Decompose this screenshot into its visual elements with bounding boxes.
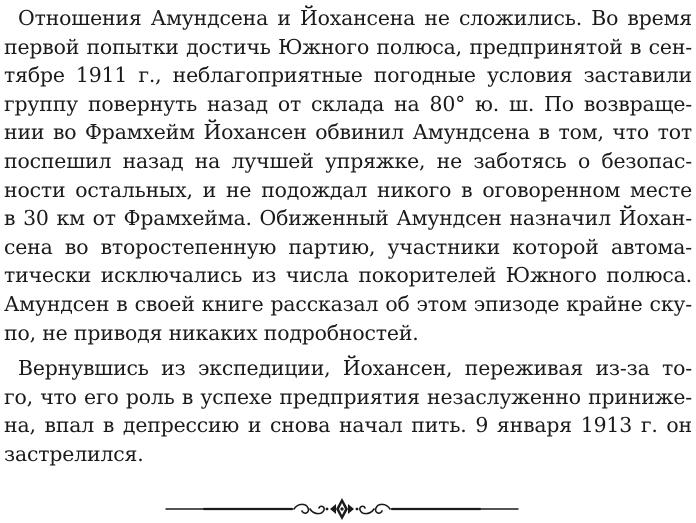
text-line: поспешил назад на лучшей упряжке, не заботясь о безопас- bbox=[4, 148, 692, 173]
paragraph-1 bbox=[4, 4, 692, 347]
text-line: первой попытки достичь Южного полюса, предпринятой в сен- bbox=[4, 34, 692, 59]
text-line: нии во Фрамхейм Йохансен обвинил Амундсена в том, что тот bbox=[4, 120, 692, 145]
decorative-divider-ornament-icon bbox=[164, 495, 520, 523]
text-line: застрелился. bbox=[4, 441, 144, 466]
text-line: тически исключались из числа покорителей Южного полюса. bbox=[4, 263, 692, 288]
text-line: Амундсен в своей книге рассказал об этом эпизоде крайне ску- bbox=[4, 291, 692, 316]
text-line: на, впал в депрессию и снова начал пить. 9 января 1913 г. он bbox=[4, 413, 692, 438]
paragraph-spacer bbox=[4, 347, 692, 354]
text-line: группу повернуть назад от склада на 80° ю. ш. По возвраще- bbox=[4, 91, 692, 116]
text-line: по, не приводя никаких подробностей. bbox=[4, 320, 419, 345]
text-line: ности остальных, и не подождал никого в оговоренном месте bbox=[4, 177, 692, 202]
paragraph-2 bbox=[4, 354, 692, 468]
text-line: го, что его роль в успехе предприятия незаслуженно принижe- bbox=[4, 384, 692, 409]
text-line: Отношения Амундсена и Йохансена не сложились. Во время bbox=[18, 6, 692, 30]
text-line: сена во второстепенную партию, участники которой автома- bbox=[4, 234, 692, 259]
article-text bbox=[4, 4, 692, 469]
text-line: Вернувшись из экспедиции, Йохансен, переживая из-за то- bbox=[18, 356, 692, 381]
text-line: тябре 1911 г., неблагоприятные погодные условия заставили bbox=[4, 63, 692, 88]
text-line: в 30 км от Фрамхейма. Обиженный Амундсен назначил Йохан- bbox=[4, 206, 692, 231]
